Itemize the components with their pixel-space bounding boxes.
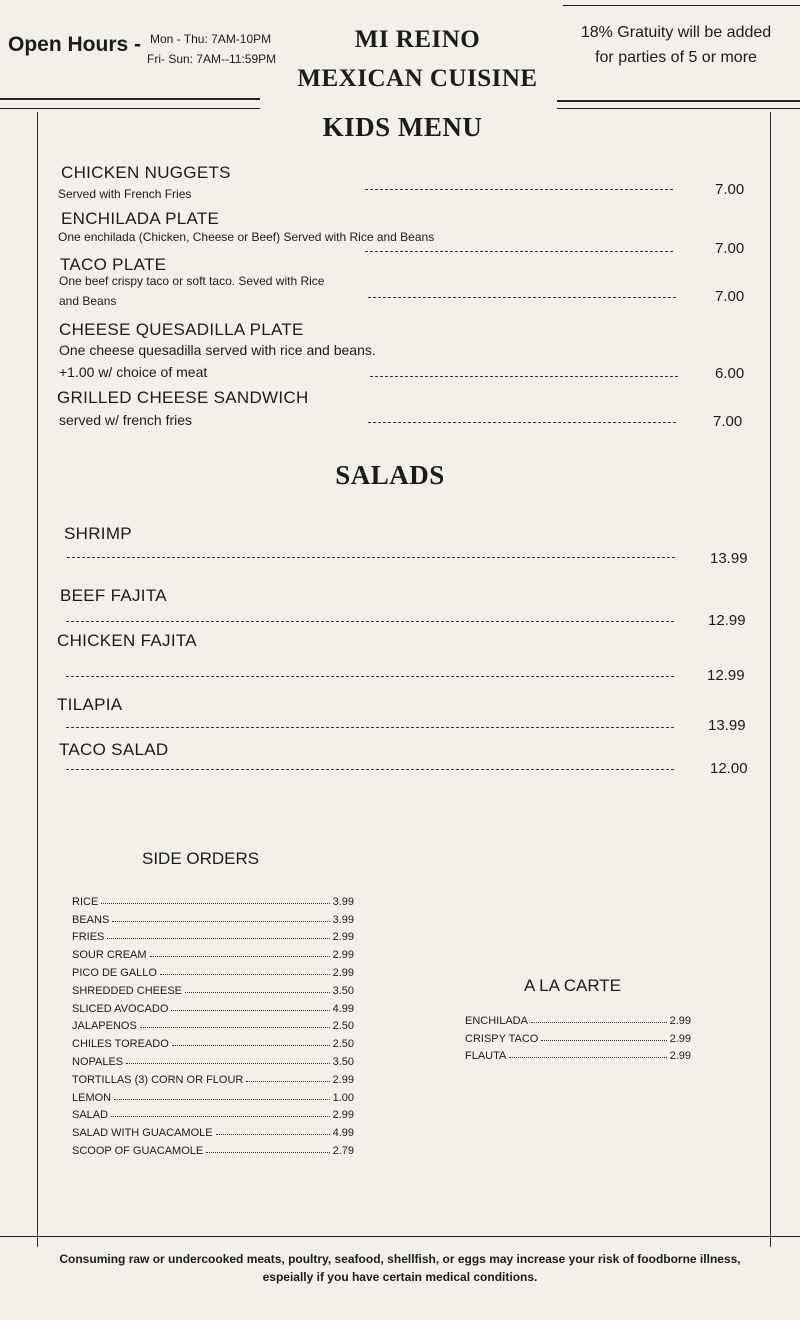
item-name: SHREDDED CHEESE [72, 984, 183, 997]
dot-leader [509, 1057, 666, 1058]
item-name: SLICED AVOCADO [72, 1002, 169, 1015]
dot-leader [171, 1010, 329, 1011]
list-item [72, 1121, 354, 1139]
item-price: 4.99 [332, 1127, 354, 1140]
item-price: 3.99 [332, 895, 354, 908]
dot-leader [101, 903, 329, 904]
a-la-carte-list [465, 1009, 691, 1062]
item-name: CHICKEN FAJITA [57, 631, 197, 650]
list-item [72, 1086, 354, 1104]
price-leader [368, 297, 676, 298]
header-right-rule-top [563, 5, 800, 6]
item-name: SALAD [72, 1109, 109, 1122]
item-price: 2.99 [669, 1014, 691, 1027]
side-orders-list [72, 890, 354, 1157]
dot-leader [172, 1045, 330, 1046]
item-price: 4.99 [332, 1002, 354, 1015]
item-name: SHRIMP [64, 524, 132, 543]
price-leader [66, 727, 674, 728]
side-orders-title: SIDE ORDERS [142, 849, 260, 868]
item-name: TILAPIA [57, 695, 123, 714]
item-description: One enchilada (Chicken, Cheese or Beef) Served with Rice and Beans [58, 230, 435, 244]
item-price: 12.99 [708, 612, 746, 629]
dot-leader [140, 1027, 330, 1028]
item-price: 2.99 [669, 1032, 691, 1045]
item-description: and Beans [59, 294, 117, 308]
item-name: CHILES TOREADO [72, 1038, 169, 1051]
dot-leader [114, 1099, 329, 1100]
price-leader [67, 557, 675, 558]
item-name: BEEF FAJITA [60, 586, 167, 605]
item-price: 7.00 [715, 181, 745, 198]
list-item [72, 1139, 354, 1157]
list-item [72, 943, 354, 961]
item-name: BEANS [72, 913, 110, 926]
item-price: 13.99 [710, 550, 748, 567]
list-item [465, 1009, 691, 1027]
open-hours-label: Open Hours - [8, 33, 142, 56]
dot-leader [541, 1040, 666, 1041]
item-price: 1.00 [332, 1091, 354, 1104]
list-item [72, 1032, 354, 1050]
item-name: SOUR CREAM [72, 949, 147, 962]
frame-left-line [37, 112, 38, 1247]
restaurant-name: MI REINO [354, 26, 481, 53]
dot-leader [111, 1116, 330, 1117]
item-price: 3.50 [332, 1055, 354, 1068]
list-item [72, 1068, 354, 1086]
item-description: One beef crispy taco or soft taco. Seved with Rice [59, 274, 325, 288]
item-name: CHICKEN NUGGETS [61, 163, 231, 182]
item-price: 2.50 [332, 1020, 354, 1033]
price-leader [66, 769, 674, 770]
dot-leader [107, 938, 329, 939]
salads-title: SALADS [335, 460, 445, 490]
price-leader [370, 376, 678, 377]
item-price: 7.00 [713, 413, 743, 430]
item-price: 7.00 [715, 240, 745, 257]
header-right-rule [557, 100, 800, 102]
item-description: One cheese quesadilla served with rice and beans. [59, 342, 376, 358]
food-safety-warning-line-2: espeially if you have certain medical conditions. [262, 1270, 538, 1284]
item-description: Served with French Fries [58, 187, 192, 201]
item-description: served w/ french fries [59, 412, 193, 428]
list-item [72, 890, 354, 908]
item-price: 3.99 [332, 913, 354, 926]
item-name: CHEESE QUESADILLA PLATE [59, 320, 304, 339]
item-price: 2.99 [332, 1109, 354, 1122]
item-price: 12.00 [710, 760, 748, 777]
item-price: 2.99 [332, 949, 354, 962]
item-price: 2.99 [669, 1050, 691, 1063]
food-safety-warning-line-1: Consuming raw or undercooked meats, poultry, seafood, shellfish, or eggs may increase your risk of foodborne illness, [59, 1252, 741, 1266]
dot-leader [216, 1134, 330, 1135]
price-leader [365, 251, 673, 252]
restaurant-subtitle: MEXICAN CUISINE [297, 65, 538, 92]
price-leader [66, 621, 674, 622]
item-price: 2.50 [332, 1038, 354, 1051]
item-price: 3.50 [332, 984, 354, 997]
item-price: 2.79 [332, 1144, 354, 1157]
item-name: GRILLED CHEESE SANDWICH [57, 388, 309, 407]
item-name: LEMON [72, 1091, 112, 1104]
item-name: SCOOP OF GUACAMOLE [72, 1144, 204, 1157]
frame-right-line [770, 112, 771, 1247]
item-description: +1.00 w/ choice of meat [59, 364, 208, 380]
item-name: PICO DE GALLO [72, 966, 157, 979]
list-item [72, 961, 354, 979]
item-name: TACO SALAD [59, 740, 169, 759]
item-price: 2.99 [332, 1073, 354, 1086]
gratuity-note: 18% Gratuity will be added for parties of 5 or more [580, 24, 772, 66]
item-price: 7.00 [715, 288, 745, 305]
list-item [72, 997, 354, 1015]
kids-menu-title: KIDS MENU [322, 112, 483, 142]
list-item [72, 1050, 354, 1068]
item-name: RICE [72, 895, 99, 908]
price-leader [368, 422, 676, 423]
header-right-rule-thin [557, 108, 800, 109]
dot-leader [126, 1063, 329, 1064]
item-name: SALAD WITH GUACAMOLE [72, 1127, 213, 1140]
list-item [465, 1027, 691, 1045]
price-leader [365, 189, 673, 190]
dot-leader [112, 921, 329, 922]
list-item [72, 1015, 354, 1033]
price-leader [66, 676, 674, 677]
item-price: 13.99 [708, 717, 746, 734]
item-name: ENCHILADA [465, 1014, 528, 1027]
list-item [465, 1045, 691, 1063]
item-price: 6.00 [715, 365, 745, 382]
a-la-carte-title: A LA CARTE [524, 976, 622, 995]
dot-leader [160, 974, 330, 975]
item-name: JALAPENOS [72, 1020, 137, 1033]
item-name: FRIES [72, 931, 105, 944]
item-name: TORTILLAS (3) CORN OR FLOUR [72, 1073, 244, 1086]
list-item [72, 926, 354, 944]
dot-leader [206, 1152, 329, 1153]
dot-leader [246, 1081, 329, 1082]
item-name: NOPALES [72, 1055, 124, 1068]
list-item [72, 908, 354, 926]
item-name: ENCHILADA PLATE [61, 209, 220, 228]
list-item [72, 1104, 354, 1122]
item-price: 2.99 [332, 931, 354, 944]
footer-rule [0, 1236, 800, 1237]
hours-weekend: Fri- Sun: 7AM--11:59PM [147, 52, 277, 66]
header-left-rule [0, 98, 260, 100]
dot-leader [150, 956, 330, 957]
list-item [72, 979, 354, 997]
dot-leader [185, 992, 330, 993]
hours-weekday: Mon - Thu: 7AM-10PM [150, 32, 272, 46]
item-name: FLAUTA [465, 1050, 507, 1063]
dot-leader [531, 1022, 667, 1023]
item-price: 12.99 [707, 667, 745, 684]
item-name: TACO PLATE [60, 255, 167, 274]
item-price: 2.99 [332, 966, 354, 979]
header-left-rule-thin [0, 108, 260, 109]
item-name: CRISPY TACO [465, 1032, 539, 1045]
